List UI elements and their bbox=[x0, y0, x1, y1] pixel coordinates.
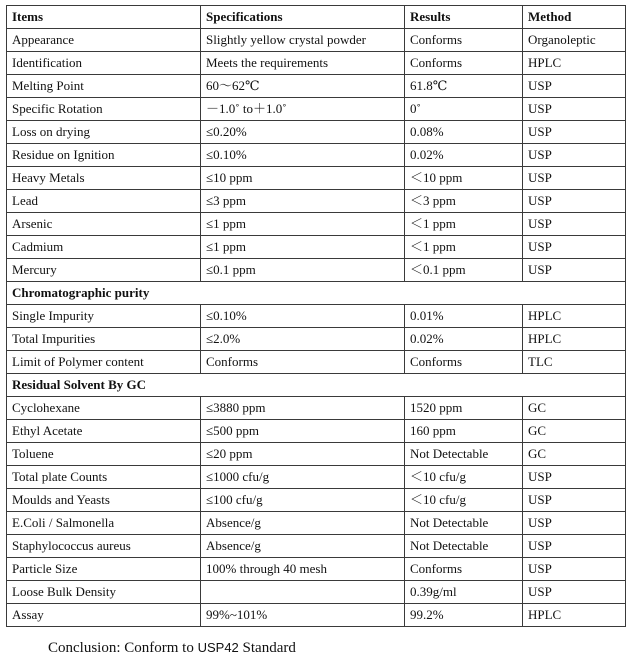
result-cell: 0.01% bbox=[405, 305, 523, 328]
specification-cell: ≤1 ppm bbox=[201, 236, 405, 259]
result-cell: ＜10 cfu/g bbox=[405, 466, 523, 489]
result-cell: 0.02% bbox=[405, 144, 523, 167]
item-cell: Identification bbox=[7, 52, 201, 75]
specification-cell: ≤0.10% bbox=[201, 144, 405, 167]
table-row bbox=[7, 512, 626, 535]
item-cell: Cyclohexane bbox=[7, 397, 201, 420]
item-cell: Appearance bbox=[7, 29, 201, 52]
table-row bbox=[7, 144, 626, 167]
result-cell: Conforms bbox=[405, 558, 523, 581]
specification-cell: ≤0.20% bbox=[201, 121, 405, 144]
conclusion-suffix: Standard bbox=[238, 640, 296, 656]
method-cell: USP bbox=[523, 512, 626, 535]
header-specifications: Specifications bbox=[201, 6, 405, 29]
specification-cell: ≤0.10% bbox=[201, 305, 405, 328]
item-cell: Limit of Polymer content bbox=[7, 351, 201, 374]
header-results: Results bbox=[405, 6, 523, 29]
result-cell: Conforms bbox=[405, 351, 523, 374]
table-row bbox=[7, 213, 626, 236]
specification-cell: ≤3 ppm bbox=[201, 190, 405, 213]
item-cell: Cadmium bbox=[7, 236, 201, 259]
result-cell: 0.08% bbox=[405, 121, 523, 144]
conclusion-prefix: Conclusion: Conform to bbox=[48, 640, 198, 656]
section-row bbox=[7, 282, 626, 305]
specification-cell: 99%~101% bbox=[201, 604, 405, 627]
specification-cell: Conforms bbox=[201, 351, 405, 374]
item-cell: Loose Bulk Density bbox=[7, 581, 201, 604]
method-cell: HPLC bbox=[523, 305, 626, 328]
specification-cell: ≤2.0% bbox=[201, 328, 405, 351]
table-body bbox=[7, 29, 626, 627]
item-cell: Single Impurity bbox=[7, 305, 201, 328]
table-row bbox=[7, 466, 626, 489]
method-cell: USP bbox=[523, 144, 626, 167]
result-cell: 99.2% bbox=[405, 604, 523, 627]
method-cell: HPLC bbox=[523, 328, 626, 351]
method-cell: USP bbox=[523, 259, 626, 282]
result-cell: ＜3 ppm bbox=[405, 190, 523, 213]
specification-cell: ≤0.1 ppm bbox=[201, 259, 405, 282]
table-row bbox=[7, 351, 626, 374]
item-cell: Ethyl Acetate bbox=[7, 420, 201, 443]
item-cell: Staphylococcus aureus bbox=[7, 535, 201, 558]
table-row bbox=[7, 420, 626, 443]
item-cell: Loss on drying bbox=[7, 121, 201, 144]
item-cell: Specific Rotation bbox=[7, 98, 201, 121]
table-row bbox=[7, 236, 626, 259]
result-cell: 160 ppm bbox=[405, 420, 523, 443]
item-cell: Residue on Ignition bbox=[7, 144, 201, 167]
specification-cell bbox=[201, 581, 405, 604]
result-cell: 0.39g/ml bbox=[405, 581, 523, 604]
method-cell: GC bbox=[523, 443, 626, 466]
conclusion-standard: USP42 bbox=[197, 640, 239, 655]
method-cell: GC bbox=[523, 397, 626, 420]
section-heading: Chromatographic purity bbox=[7, 282, 626, 305]
specification-cell: Absence/g bbox=[201, 535, 405, 558]
method-cell: USP bbox=[523, 167, 626, 190]
result-cell: ＜1 ppm bbox=[405, 213, 523, 236]
header-items: Items bbox=[7, 6, 201, 29]
specification-cell: ≤3880 ppm bbox=[201, 397, 405, 420]
table-row bbox=[7, 535, 626, 558]
conclusion-line bbox=[48, 640, 296, 657]
result-cell: ＜1 ppm bbox=[405, 236, 523, 259]
item-cell: Assay bbox=[7, 604, 201, 627]
result-cell: 61.8℃ bbox=[405, 75, 523, 98]
method-cell: USP bbox=[523, 489, 626, 512]
table-row bbox=[7, 558, 626, 581]
result-cell: Not Detectable bbox=[405, 443, 523, 466]
item-cell: Toluene bbox=[7, 443, 201, 466]
item-cell: Heavy Metals bbox=[7, 167, 201, 190]
item-cell: Total Impurities bbox=[7, 328, 201, 351]
table-row bbox=[7, 121, 626, 144]
method-cell: USP bbox=[523, 98, 626, 121]
item-cell: Particle Size bbox=[7, 558, 201, 581]
table-row bbox=[7, 52, 626, 75]
result-cell: Conforms bbox=[405, 29, 523, 52]
table-row bbox=[7, 489, 626, 512]
result-cell: 0˚ bbox=[405, 98, 523, 121]
specification-cell: －1.0˚ to＋1.0˚ bbox=[201, 98, 405, 121]
method-cell: HPLC bbox=[523, 604, 626, 627]
result-cell: Not Detectable bbox=[405, 512, 523, 535]
item-cell: Arsenic bbox=[7, 213, 201, 236]
table-row bbox=[7, 29, 626, 52]
item-cell: Lead bbox=[7, 190, 201, 213]
method-cell: USP bbox=[523, 121, 626, 144]
method-cell: USP bbox=[523, 190, 626, 213]
method-cell: USP bbox=[523, 236, 626, 259]
section-row bbox=[7, 374, 626, 397]
table-row bbox=[7, 305, 626, 328]
method-cell: USP bbox=[523, 213, 626, 236]
specification-cell: Absence/g bbox=[201, 512, 405, 535]
method-cell: USP bbox=[523, 75, 626, 98]
table-row bbox=[7, 443, 626, 466]
table-row bbox=[7, 397, 626, 420]
result-cell: Conforms bbox=[405, 52, 523, 75]
specification-cell: Slightly yellow crystal powder bbox=[201, 29, 405, 52]
item-cell: E.Coli / Salmonella bbox=[7, 512, 201, 535]
table-row bbox=[7, 98, 626, 121]
method-cell: TLC bbox=[523, 351, 626, 374]
item-cell: Total plate Counts bbox=[7, 466, 201, 489]
result-cell: 1520 ppm bbox=[405, 397, 523, 420]
table-row bbox=[7, 259, 626, 282]
method-cell: Organoleptic bbox=[523, 29, 626, 52]
header-row bbox=[7, 6, 626, 29]
method-cell: GC bbox=[523, 420, 626, 443]
result-cell: Not Detectable bbox=[405, 535, 523, 558]
specification-cell: 100% through 40 mesh bbox=[201, 558, 405, 581]
method-cell: USP bbox=[523, 535, 626, 558]
specification-cell: ≤100 cfu/g bbox=[201, 489, 405, 512]
table-row bbox=[7, 167, 626, 190]
method-cell: USP bbox=[523, 581, 626, 604]
specification-table bbox=[6, 5, 626, 627]
section-heading: Residual Solvent By GC bbox=[7, 374, 626, 397]
header-method: Method bbox=[523, 6, 626, 29]
result-cell: ＜0.1 ppm bbox=[405, 259, 523, 282]
specification-cell: 60～62℃ bbox=[201, 75, 405, 98]
specification-cell: ≤1 ppm bbox=[201, 213, 405, 236]
specification-cell: ≤500 ppm bbox=[201, 420, 405, 443]
method-cell: USP bbox=[523, 466, 626, 489]
table-row bbox=[7, 581, 626, 604]
table-row bbox=[7, 604, 626, 627]
item-cell: Melting Point bbox=[7, 75, 201, 98]
item-cell: Mercury bbox=[7, 259, 201, 282]
result-cell: ＜10 ppm bbox=[405, 167, 523, 190]
specification-cell: ≤10 ppm bbox=[201, 167, 405, 190]
table-row bbox=[7, 328, 626, 351]
table-row bbox=[7, 75, 626, 98]
method-cell: USP bbox=[523, 558, 626, 581]
item-cell: Moulds and Yeasts bbox=[7, 489, 201, 512]
method-cell: HPLC bbox=[523, 52, 626, 75]
specification-cell: Meets the requirements bbox=[201, 52, 405, 75]
specification-cell: ≤20 ppm bbox=[201, 443, 405, 466]
result-cell: ＜10 cfu/g bbox=[405, 489, 523, 512]
specification-cell: ≤1000 cfu/g bbox=[201, 466, 405, 489]
table-row bbox=[7, 190, 626, 213]
coa-sheet bbox=[6, 5, 625, 627]
result-cell: 0.02% bbox=[405, 328, 523, 351]
